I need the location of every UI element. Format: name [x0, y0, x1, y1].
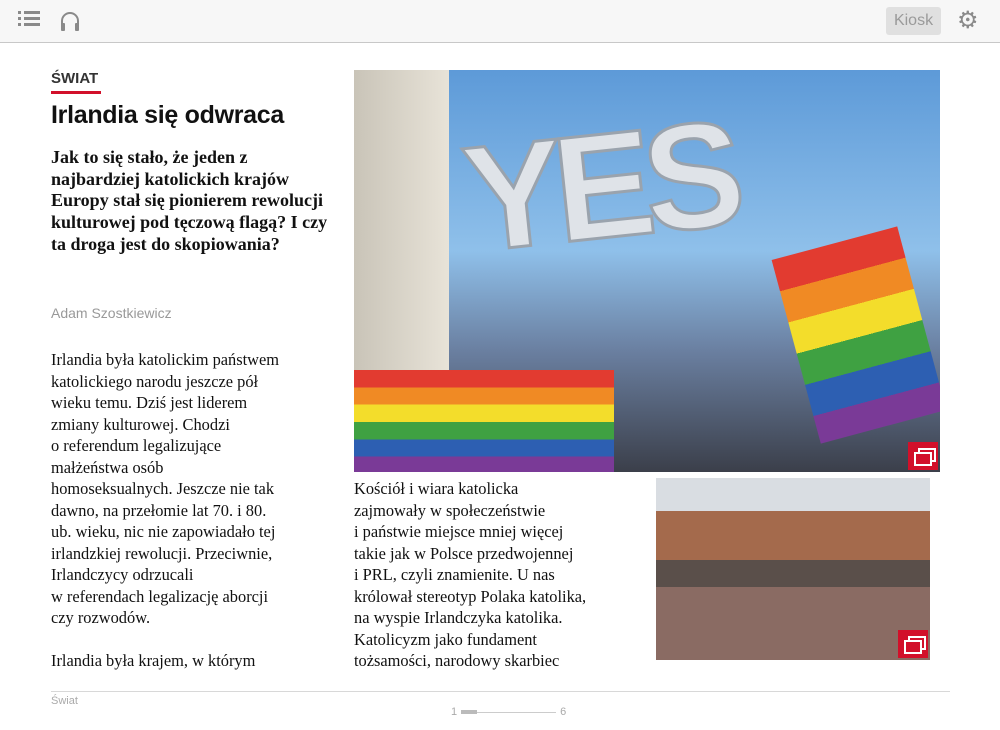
gallery-icon[interactable] [898, 630, 928, 658]
text-line: zajmowały w społeczeństwie [354, 500, 546, 520]
text-line: czy rozwodów. [51, 608, 151, 627]
text-line: zmiany kulturowej. Chodzi [51, 414, 230, 434]
text-line: i państwie miejsce mniej więcej [354, 522, 564, 541]
page-indicator[interactable] [451, 706, 566, 718]
text-line: na wyspie Irlandczyka katolika. [354, 608, 563, 627]
text-line: takie jak w Polsce przedwojennej [354, 543, 574, 563]
text-line: i PRL, czyli znamienite. U nas [354, 565, 555, 584]
article-author: Adam Szostkiewicz [51, 305, 172, 321]
section-underline [51, 91, 101, 94]
photo-flag [772, 226, 940, 443]
kiosk-button[interactable]: Kiosk [886, 7, 941, 35]
text-line: małżeństwa osób [51, 457, 164, 477]
article-lead: Jak to się stało, że jeden z najbardziej katolickich krajów Europy stał się pionierem rewolucji kulturowej pod tęczową flagą? I czy ta droga jest do skopiowania? [51, 147, 328, 254]
text-line: wieku temu. Dziś jest liderem [51, 393, 248, 412]
gear-icon[interactable]: ⚙ [957, 7, 979, 34]
paragraph [51, 349, 279, 629]
crowd-photo[interactable] [656, 478, 930, 660]
text-line: Kościół i wiara katolicka [354, 479, 519, 498]
text-line: tożsamości, narodowy skarbiec [354, 651, 560, 670]
main-photo[interactable] [354, 70, 940, 472]
photo-flag [354, 370, 614, 472]
paragraph [51, 650, 279, 672]
list-menu-icon[interactable] [18, 11, 40, 31]
article-column-2 [354, 478, 586, 672]
text-line: dawno, na przełomie lat 70. i 80. [51, 500, 267, 520]
page-total: 6 [560, 706, 567, 718]
page-current: 1 [451, 706, 458, 718]
article-column-1 [51, 349, 279, 672]
text-line: Katolicyzm jako fundament [354, 629, 537, 649]
page-progress[interactable] [461, 712, 556, 713]
text-line: królował stereotyp Polaka katolika, [354, 586, 587, 606]
photo-balloons: YES [455, 88, 743, 284]
text-line: Irlandia była krajem, w którym [51, 651, 256, 670]
footer-divider [51, 691, 950, 692]
section-label: ŚWIAT [51, 70, 99, 87]
text-line: w referendach legalizację aborcji [51, 586, 269, 606]
article-title: Irlandia się odwraca [51, 101, 284, 129]
text-line: irlandzkiej rewolucji. Przeciwnie, [51, 543, 273, 563]
text-line: o referendum legalizujące [51, 436, 222, 455]
page-progress-fill [461, 710, 477, 714]
headphones-icon[interactable] [58, 9, 82, 38]
text-line: katolickiego narodu jeszcze pół [51, 371, 259, 391]
text-line: homoseksualnych. Jeszcze nie tak [51, 479, 275, 498]
text-line: Irlandczycy odrzucali [51, 565, 194, 584]
top-toolbar [0, 0, 1000, 43]
text-line: ub. wieku, nic nie zapowiadało tej [51, 522, 276, 541]
text-line: Irlandia była katolickim państwem [51, 350, 280, 369]
footer-section: Świat [51, 695, 78, 707]
gallery-icon[interactable] [908, 442, 938, 470]
